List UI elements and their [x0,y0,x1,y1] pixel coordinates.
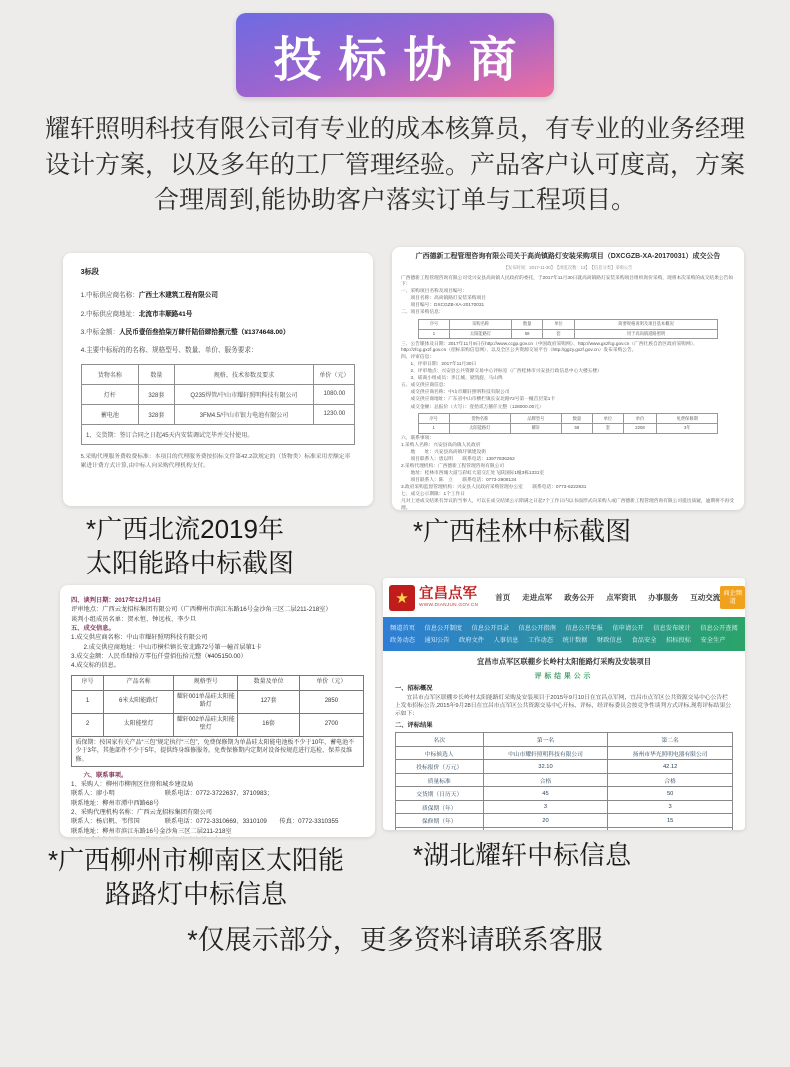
site-nav-link[interactable]: 办事服务 [648,593,679,602]
doc-meta: 【发布时间：2017-11-30】 【浏览次数：13】 【信息分类】采购公告 [503,265,633,271]
warranty-note: 质保期：按国家有关产品“三包”规定执行“三包”，免费保修期为单晶硅太阳能电池板不少于10年，蓄电池不少于3年，其他部件不少于5年，提供终身维修服务。免费保修期内定期对设备按规范进行巡检、保养及维修。 [71,737,364,767]
table-cell: 太阳能路灯 [450,329,512,339]
table-cell: 耀轩002单晶硅太阳能壁灯 [174,713,238,736]
channel-button-business[interactable]: 商企频道 [720,586,745,609]
section-heading: 3标段 [80,268,99,277]
doc-line: 成交供应商地址：广东省中山市横栏镇长安北路72号第一幢首层第1卡 [401,397,556,403]
table-header-cell: 产品名称 [104,676,174,691]
table-header-cell: 序号 [418,320,449,330]
site-nav-link[interactable]: 首页 [495,593,511,602]
table-cell: 2700 [299,713,363,736]
subnav-link[interactable]: 招标投标 [666,636,691,644]
doc-line: 联系人：杨启帆、韦伟国 联系电话：0772-3310669、3310109 传真：0772-3310355 [71,818,339,826]
table-header-cell: 单价（元） [299,676,363,691]
table-cell: 1080.00 [314,384,355,404]
contact-lines [71,781,364,837]
table-cell: 58 [561,424,592,434]
table-cell: 太阳能路灯 [449,424,510,434]
subnav-link[interactable]: 安全生产 [700,636,726,644]
gov-site [383,578,745,830]
table-header-cell: 单价（元） [314,365,355,385]
subnav-link[interactable]: 信息公开查阅 [700,625,738,632]
table-header-cell: 名次 [396,733,484,747]
national-emblem-icon: ★ [389,585,415,611]
site-nav-link[interactable]: 点军资讯 [606,593,637,602]
subnav-row-2 [390,635,738,644]
site-logo-text: 宜昌点军 [419,586,477,603]
table-cell: 交货期（日历天） [396,787,484,801]
table-cell: 套 [592,424,623,434]
table-cell: 太阳能壁灯 [104,713,174,736]
subnav-link[interactable]: 信息公开制度 [424,625,462,632]
table-cell: 16套 [238,713,299,736]
doc-lines-mid [401,342,735,411]
doc-line: 谈判小组成员名单：贺永恒、钟远枝、李少旦 [71,615,196,623]
table-cell: 45 [483,787,608,801]
table-header-cell: 数量 [561,414,592,424]
doc-line: 凡对上述成交结果有异议的当事人，可以在成交结果公示期满之日起7个工作日内以书面形式向采购人或广西德新工程管理咨询有限公司提出质疑，逾期将不再受理。 [401,499,734,510]
site-identity [419,587,478,607]
table-header-cell: 货物名称 [449,414,510,424]
subnav-link[interactable]: 信息公开年报 [565,625,603,632]
article-title: 宜昌市点军区联棚乡长岭村太阳能路灯采购及安装项目 [476,656,651,666]
table-cell: 合格 [483,773,608,787]
doc-lines-bottom [401,436,735,510]
banner [236,13,554,97]
banner-title: 投标协商 [273,33,534,87]
beiliu-doc-body [63,253,373,476]
table-cell: 127套 [238,690,299,713]
doc-line: 地 址：兴安县高尚镇圩镇建设街 [401,450,486,456]
caption-line: 路路灯中标信息 [104,879,287,910]
field-value: 北流市丰顺路41号 [138,310,193,318]
screenshot-liuzhou-deal-doc [60,585,375,837]
doc-line: 联系地址：柳州市滨江东路16号金沙角三区二层211-218室 [71,827,232,835]
table-cell: 6米太阳能路灯 [104,690,174,713]
goods-table [81,364,356,425]
field-line [81,289,356,299]
subnav-link[interactable]: 政府文件 [459,636,484,644]
doc-line: 1、评审日期：2017年11月30日 [401,362,477,368]
table-header-cell: 序号 [418,414,449,424]
subnav-link[interactable]: 政务动态 [390,636,415,644]
subnav-link[interactable]: 信息发布统计 [653,625,691,632]
site-nav-link[interactable]: 互动交流 [690,593,721,602]
table-cell: 1 [72,690,104,713]
field-line [81,308,356,318]
doc-line: 一、采购项目名称及项目编号： [401,289,468,295]
doc-line: 六、联系事项： [401,435,435,441]
table-header-cell: 单位 [543,320,574,330]
table-cell: 3 [608,800,733,814]
site-nav-link[interactable]: 走进点军 [522,593,553,602]
table-header-cell: 数量及单位 [238,676,299,691]
doc-line: 3.政府采购监督管理机构：兴安县人民政府采购管理办公室 联系电话：0773-6222931 [401,485,587,491]
doc-line: 1、采购人：柳州市柳南区住房和城乡建设局 [71,780,194,788]
table-header-cell: 数量 [139,365,175,385]
table-cell: 58 [512,329,543,339]
table-header-cell: 免费保修期 [657,414,718,424]
subnav-link[interactable]: 依申请公开 [612,625,644,632]
table-cell: 保修期（年） [396,814,484,828]
doc-title: 广西德新工程管理咨询有限公司关于高尚镇路灯安装采购项目（DXCGZB-XA-20170031）成交公告 [415,253,721,261]
table-cell: 中山市耀轩照明科技有限公司 [483,746,608,760]
doc-lines [71,606,364,624]
caption-guilin: *广西桂林中标截图 [413,516,632,546]
table-cell: Q235焊管/中山市耀轩照明科技有限公司 [174,384,314,404]
article-paragraph: 宜昌市点军区联棚乡长岭村太阳能路灯采购及安装项目于2015年9月10日在宜昌点军网、宜昌市点军区公共资源交易中心公告栏上发布招标公告,2015年9月28日在宜昌市点军区公共资源交易中心开标、评标，经评标委员会按竞争性谈判方式评标,现将评标结果公示如下： [395,694,732,718]
subnav-link[interactable]: 人事信息 [493,636,519,644]
field-label: 1.中标供应商名称： [80,292,139,300]
doc-line: 2.采购代理机构：广西德新工程管理咨询有限公司 [401,464,505,470]
table-cell: 套 [543,329,574,339]
table-cell: 328套 [139,404,175,424]
table-cell: 3年 [657,424,718,434]
doc-line: 3.成交金额：人民币肆拾万零伍仟壹佰伍拾元整（¥405150.00） [71,652,247,660]
subnav-link[interactable]: 统计数据 [562,636,588,644]
doc-line: 广西德新工程管理咨询有限公司受兴安县高尚镇人民政府的委托，于2017年11月30日就高尚镇路灯安装采购项目组织询价采购，现将本次采购的成交结果公告如下： [401,275,734,288]
table-cell: 328套 [139,384,175,404]
table-cell [396,827,484,830]
table-cell: 质量标准 [396,773,484,787]
table-header-cell: 规格、技术参数及要求 [174,365,314,385]
doc-line: 四、评审信息： [401,355,435,361]
doc-line: 成交供应商名称：中山市耀轩照明科技有限公司 [401,390,510,396]
caption-beiliu [86,512,294,581]
field-value: 广西土木建筑工程有限公司 [138,292,218,300]
table-cell: 蓄电池 [81,404,139,424]
doc-line: 联系人：廖小明 联系电话：0772-3722637、3710983； [71,790,274,798]
subnav-link[interactable]: 信息公开目录 [471,625,509,632]
table-cell: 20 [483,814,608,828]
guilin-doc-body [392,247,744,510]
section-heading: 六、联系事项。 [83,771,128,779]
caption-hubei: *湖北耀轩中标信息 [413,840,632,870]
doc-line: 评审地点：广西云龙招标集团有限公司（广西柳州市滨江东路16号金沙角三区二层211-218室） [71,606,332,614]
table-cell [608,827,733,830]
doc-line: 2.成交供应商地址：中山市横栏镇长安北路72号第一幢首层第1卡 [71,643,262,651]
table-cell [483,827,608,830]
delivery-note: 1、交货期：签订合同之日起45天内安装调试完毕并交付使用。 [81,425,356,445]
table-header-cell: 简要规格说明及项目基本概况 [574,320,718,330]
table-cell: 32.10 [483,760,608,774]
section-heading: 五、成交信息。 [71,624,115,632]
table-cell: 50 [608,787,733,801]
doc-line: 1.采购人名称：兴安县高尚镇人民政府 [401,442,481,448]
table-cell: 质保期（年） [396,800,484,814]
doc-line: 地址：桂林市西城大道与彩虹大道交汇处飞跃国际1幢3栋1331室 [401,471,545,477]
table-cell: 1 [418,424,449,434]
table-cell: 15 [608,814,733,828]
doc-line: 项目编号：DXCGZB-XA-20170031 [401,303,485,309]
table-cell: 42.12 [608,760,733,774]
doc-line: 1.成交供应商名称：中山市耀轩照明科技有限公司 [71,634,208,642]
footer-note: *仅展示部分，更多资料请联系客服 [187,925,603,955]
table-cell: 用于高尚镇道路照明 [574,329,718,339]
table-cell: 中标候选人 [396,746,484,760]
doc-line: 三、公告媒体及日期：2017年11月9日在http://www.ccgp.gov.cn（中国政府采购网）、http://www.gxzfcg.gov.cn（广西壮族自治区政府采购网）、http://zfcg.gxzf.gov.cn（招标采购信息网）、以及全区公共资源交易平台（http://ggzy.gxzf.gov.cn）发布采购公告。 [401,341,698,354]
table-header-cell: 规格型号 [174,676,238,691]
doc-lines-top [401,276,735,317]
table-header-cell: 第一名 [483,733,608,747]
table-header-cell: 货物名称 [81,365,139,385]
doc-line: 成交金额：总报价（大写）：壹拾贰万捌仟元整（128000.00元） [401,404,544,410]
doc-line: 联系地址：柳州市潭中西路68号 [71,799,160,807]
article-subtitle: 评标结果公示 [534,673,594,680]
doc-lines [71,634,364,670]
screenshot-beiliu-bid-doc [63,253,373,506]
items-intro-line: 4.主要中标标的的名称、规格型号、数量、单价、服务要求： [80,347,258,355]
subnav-row-1 [390,623,738,632]
table-header-cell: 采购名称 [450,320,512,330]
article-body [383,651,745,831]
field-label: 3.中标金额： [80,328,120,336]
site-nav-link[interactable]: 政务公开 [564,593,595,602]
doc-line: 2、采购代理机构名称：广西云龙招标集团有限公司 [71,808,212,816]
table-header-cell: 数量 [512,320,543,330]
liuzhou-doc-body [60,585,375,837]
doc-line: 项目名称：高尚镇路灯安装采购项目 [401,296,486,302]
table-header-cell: 单价 [623,414,656,424]
subnav-link[interactable]: 工作动态 [528,636,553,644]
screenshot-guilin-award-doc [392,247,744,510]
doc-line: 五、成交供应商信息： [401,383,449,389]
article-section-heading: 二、评标结果 [395,722,433,730]
article-section-heading: 一、招标概况 [395,684,433,692]
table-cell: 耀轩001单晶硅太阳能路灯 [174,690,238,713]
subnav-link[interactable]: 食品安全 [631,636,657,644]
table-header-cell: 第二名 [608,733,733,747]
caption-liuzhou [40,843,352,912]
doc-line: 项目联系人：唐以明 联系电话：13977836262 [401,457,515,463]
subnav-link[interactable]: 通知公告 [424,636,450,644]
table-header-cell: 单位 [592,414,623,424]
subnav-link[interactable]: 频道首页 [390,625,415,632]
doc-line: 二、项目采购信息： [401,310,444,316]
field-line [81,326,356,336]
subnav-link[interactable]: 财政信息 [597,636,622,644]
products-table [71,675,364,737]
site-top-nav [495,592,720,603]
site-url: WWW.DIANJUN.GOV.CN [419,602,479,608]
subnav-link[interactable]: 信息公开指南 [518,625,556,632]
table-cell: 3 [483,800,608,814]
table-cell: 1 [418,329,449,339]
table-cell: 投标报价（万元） [396,760,484,774]
agency-fee-note: 5.采购代理服务费收费标准：本项目的代理服务费按招标文件第42.2款规定的（货物类）标准采用差额定率累进计费方式计算,由中标人向采购代理机构支付。 [80,453,351,469]
bid-result-table [395,732,733,830]
award-table [418,413,719,433]
table-cell: 扬州市华光照明电器有限公司 [608,746,733,760]
doc-line: 3、磋商小组成员：李江城、梁凯旋、马山鸣 [401,376,503,382]
table-cell: 2850 [299,690,363,713]
field-value: 人民币壹佰叁拾柒万肆仟陆佰肆拾捌元整（¥1374648.00） [119,328,290,336]
channel-buttons [720,586,745,609]
doc-line: 七、成交公示期限：1个工作日 [401,492,465,498]
table-cell: 灯杆 [81,384,139,404]
goods-table [418,319,719,339]
table-cell: 耀轩 [510,424,561,434]
table-cell: 2208 [623,424,656,434]
table-header-cell: 序号 [72,676,104,691]
intro-paragraph: 耀轩照明科技有限公司有专业的成本核算员，有专业的业务经理设计方案，以及多年的工厂管理经验。产品客户认可度高，方案合理周到,能协助客户落实订单与工程项目。 [44,115,745,214]
caption-line: *广西柳州市柳南区太阳能 [47,845,345,875]
doc-line: 4.成交标的信息。 [71,662,120,670]
site-header [383,578,745,617]
table-cell: 合格 [608,773,733,787]
section-heading: 四、谈判日期：2017年12月14日 [71,597,162,604]
site-subnav [383,617,745,651]
caption-line: 太阳能路中标截图 [86,548,295,579]
doc-line: 2、评审地点：兴安县公共资源交易中心评标室（广西桂林市兴安县行政信息中心大楼五楼） [401,369,602,375]
table-cell: 1230.00 [314,404,355,424]
caption-line: *广西北流2019年 [86,514,284,544]
screenshot-hubei-gov-site [383,578,745,830]
table-cell: 2 [72,713,104,736]
field-label: 2.中标供应商地址： [80,310,139,318]
table-header-cell: 品牌型号 [510,414,561,424]
doc-line: 项目联系人：陈 立 联系电话：0773-2908134 [401,478,517,484]
table-cell: 3FM4.5/中山市银力电池有限公司 [174,404,314,424]
